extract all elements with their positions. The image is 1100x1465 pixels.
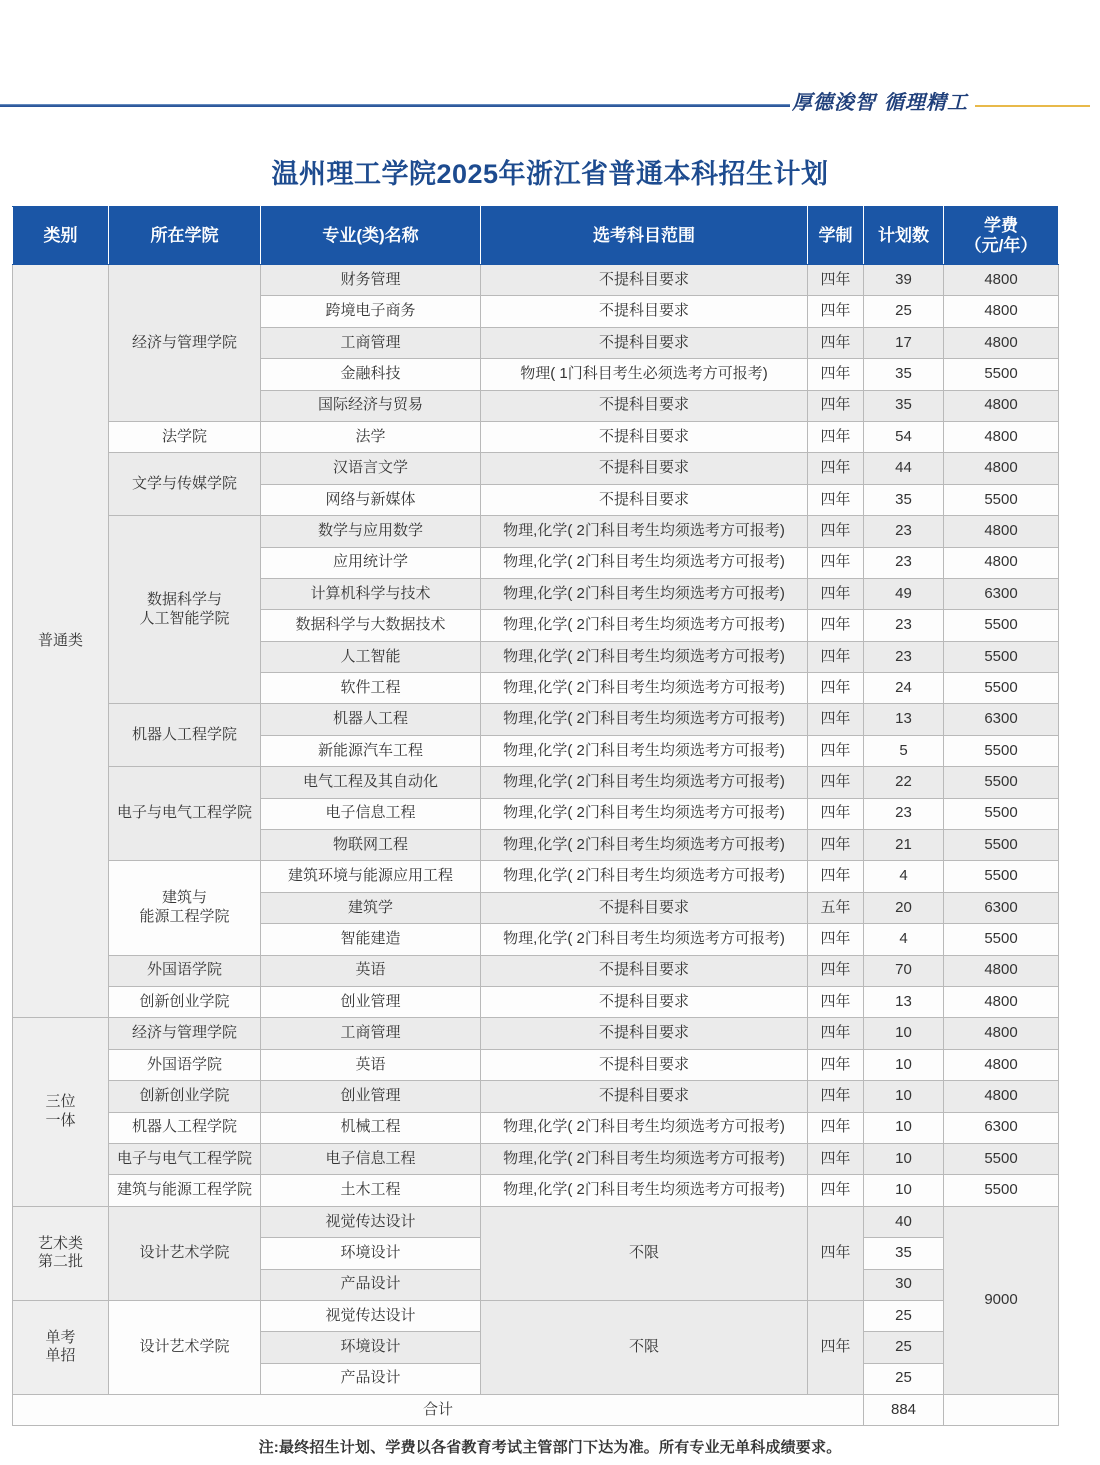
cell-plan: 30 [864, 1269, 944, 1300]
col-header-years: 学制 [808, 207, 864, 265]
cell-years: 四年 [808, 421, 864, 452]
cell-fee: 6300 [944, 578, 1059, 609]
cell-years: 四年 [808, 1206, 864, 1300]
cell-fee: 5500 [944, 610, 1059, 641]
cell-subjects: 不提科目要求 [481, 955, 808, 986]
cell-fee: 5500 [944, 484, 1059, 515]
cell-years: 四年 [808, 955, 864, 986]
cell-plan: 49 [864, 578, 944, 609]
cell-plan: 24 [864, 673, 944, 704]
cell-fee: 5500 [944, 1143, 1059, 1174]
cell-plan: 44 [864, 453, 944, 484]
cell-major: 人工智能 [261, 641, 481, 672]
cell-plan: 10 [864, 1049, 944, 1080]
cell-college: 文学与传媒学院 [109, 453, 261, 516]
cell-major: 财务管理 [261, 265, 481, 296]
cell-college: 法学院 [109, 421, 261, 452]
plan-table-wrap [12, 206, 1058, 1426]
cell-subjects: 不提科目要求 [481, 390, 808, 421]
cell-major: 金融科技 [261, 359, 481, 390]
table-row [13, 1206, 1059, 1237]
cell-plan: 35 [864, 1238, 944, 1269]
cell-years: 四年 [808, 830, 864, 861]
cell-years: 五年 [808, 892, 864, 923]
cell-college: 机器人工程学院 [109, 1112, 261, 1143]
cell-plan: 25 [864, 296, 944, 327]
cell-subjects: 不提科目要求 [481, 265, 808, 296]
page-title: 温州理工学院2025年浙江省普通本科招生计划 [271, 159, 829, 189]
gold-rule [975, 105, 1090, 107]
cell-years: 四年 [808, 296, 864, 327]
cell-major: 视觉传达设计 [261, 1300, 481, 1331]
table-row [13, 986, 1059, 1017]
cell-fee: 4800 [944, 327, 1059, 358]
cell-major: 数学与应用数学 [261, 516, 481, 547]
cell-college: 建筑与 能源工程学院 [109, 861, 261, 955]
cell-fee: 6300 [944, 704, 1059, 735]
cell-years: 四年 [808, 735, 864, 766]
cell-total-fee [944, 1395, 1059, 1426]
cell-college: 外国语学院 [109, 955, 261, 986]
cell-fee: 4800 [944, 296, 1059, 327]
cell-subjects: 不限 [481, 1300, 808, 1394]
cell-plan: 25 [864, 1332, 944, 1363]
cell-plan: 17 [864, 327, 944, 358]
cell-years: 四年 [808, 516, 864, 547]
table-row [13, 704, 1059, 735]
cell-plan: 23 [864, 641, 944, 672]
cell-subjects: 物理( 1门科目考生必须选考方可报考) [481, 359, 808, 390]
col-header-fee-line2: （元/年） [964, 235, 1038, 255]
cell-plan: 25 [864, 1363, 944, 1394]
cell-fee: 5500 [944, 735, 1059, 766]
cell-major: 新能源汽车工程 [261, 735, 481, 766]
cell-fee: 5500 [944, 641, 1059, 672]
cell-fee: 4800 [944, 1081, 1059, 1112]
cell-fee: 5500 [944, 1175, 1059, 1206]
cell-fee: 4800 [944, 547, 1059, 578]
cell-subjects: 物理,化学( 2门科目考生均须选考方可报考) [481, 610, 808, 641]
table-row [13, 861, 1059, 892]
cell-subjects: 不限 [481, 1206, 808, 1300]
col-header-fee [944, 207, 1059, 265]
cell-years: 四年 [808, 861, 864, 892]
cell-subjects: 物理,化学( 2门科目考生均须选考方可报考) [481, 704, 808, 735]
cell-college: 建筑与能源工程学院 [109, 1175, 261, 1206]
table-row [13, 1112, 1059, 1143]
cell-plan: 21 [864, 830, 944, 861]
cell-plan: 35 [864, 390, 944, 421]
cell-fee: 9000 [944, 1206, 1059, 1394]
cell-fee: 5500 [944, 359, 1059, 390]
cell-fee: 5500 [944, 673, 1059, 704]
cell-college: 经济与管理学院 [109, 1018, 261, 1049]
cell-college: 设计艺术学院 [109, 1206, 261, 1300]
cell-years: 四年 [808, 578, 864, 609]
cell-subjects: 物理,化学( 2门科目考生均须选考方可报考) [481, 735, 808, 766]
cell-major: 应用统计学 [261, 547, 481, 578]
cell-plan: 54 [864, 421, 944, 452]
cell-major: 创业管理 [261, 986, 481, 1017]
cell-college: 机器人工程学院 [109, 704, 261, 767]
header-decoration [0, 90, 1100, 122]
cell-years: 四年 [808, 484, 864, 515]
col-header-category: 类别 [13, 207, 109, 265]
cell-major: 工商管理 [261, 1018, 481, 1049]
cell-major: 环境设计 [261, 1238, 481, 1269]
table-row [13, 516, 1059, 547]
cell-years: 四年 [808, 767, 864, 798]
cell-years: 四年 [808, 265, 864, 296]
cell-subjects: 物理,化学( 2门科目考生均须选考方可报考) [481, 830, 808, 861]
cell-fee: 4800 [944, 453, 1059, 484]
cell-major: 创业管理 [261, 1081, 481, 1112]
cell-fee: 5500 [944, 767, 1059, 798]
cell-fee: 4800 [944, 516, 1059, 547]
table-row [13, 955, 1059, 986]
cell-plan: 4 [864, 861, 944, 892]
cell-years: 四年 [808, 610, 864, 641]
cell-college: 外国语学院 [109, 1049, 261, 1080]
cell-fee: 5500 [944, 924, 1059, 955]
cell-major: 国际经济与贸易 [261, 390, 481, 421]
cell-years: 四年 [808, 798, 864, 829]
cell-plan: 23 [864, 798, 944, 829]
table-row [13, 1049, 1059, 1080]
cell-major: 软件工程 [261, 673, 481, 704]
cell-plan: 22 [864, 767, 944, 798]
cell-fee: 4800 [944, 986, 1059, 1017]
cell-major: 土木工程 [261, 1175, 481, 1206]
school-motto: 厚德浚智 循理精工 [792, 90, 968, 114]
table-row [13, 767, 1059, 798]
cell-years: 四年 [808, 327, 864, 358]
cell-plan: 40 [864, 1206, 944, 1237]
cell-category: 普通类 [13, 265, 109, 1018]
cell-major: 视觉传达设计 [261, 1206, 481, 1237]
cell-years: 四年 [808, 359, 864, 390]
cell-college: 创新创业学院 [109, 1081, 261, 1112]
admission-plan-table [12, 206, 1059, 1426]
cell-years: 四年 [808, 390, 864, 421]
cell-years: 四年 [808, 1018, 864, 1049]
cell-major: 产品设计 [261, 1269, 481, 1300]
cell-subjects: 物理,化学( 2门科目考生均须选考方可报考) [481, 861, 808, 892]
cell-category: 三位 一体 [13, 1018, 109, 1206]
cell-years: 四年 [808, 1143, 864, 1174]
cell-category: 艺术类 第二批 [13, 1206, 109, 1300]
cell-years: 四年 [808, 1300, 864, 1394]
cell-major: 跨境电子商务 [261, 296, 481, 327]
total-row [13, 1395, 1059, 1426]
table-row [13, 1175, 1059, 1206]
blue-rule [0, 104, 790, 107]
cell-subjects: 不提科目要求 [481, 892, 808, 923]
table-row [13, 1018, 1059, 1049]
cell-subjects: 不提科目要求 [481, 1049, 808, 1080]
cell-subjects: 物理,化学( 2门科目考生均须选考方可报考) [481, 1175, 808, 1206]
cell-major: 产品设计 [261, 1363, 481, 1394]
cell-major: 建筑环境与能源应用工程 [261, 861, 481, 892]
table-row [13, 421, 1059, 452]
table-row [13, 1300, 1059, 1331]
cell-plan: 10 [864, 1081, 944, 1112]
cell-college: 经济与管理学院 [109, 265, 261, 422]
cell-plan: 23 [864, 610, 944, 641]
cell-college: 电子与电气工程学院 [109, 767, 261, 861]
cell-major: 法学 [261, 421, 481, 452]
cell-fee: 4800 [944, 1018, 1059, 1049]
cell-college: 创新创业学院 [109, 986, 261, 1017]
cell-years: 四年 [808, 453, 864, 484]
cell-subjects: 物理,化学( 2门科目考生均须选考方可报考) [481, 547, 808, 578]
cell-subjects: 不提科目要求 [481, 1081, 808, 1112]
col-header-plan: 计划数 [864, 207, 944, 265]
cell-plan: 39 [864, 265, 944, 296]
col-header-college: 所在学院 [109, 207, 261, 265]
cell-major: 物联网工程 [261, 830, 481, 861]
cell-plan: 35 [864, 484, 944, 515]
cell-major: 智能建造 [261, 924, 481, 955]
cell-plan: 70 [864, 955, 944, 986]
table-head [13, 207, 1059, 265]
cell-years: 四年 [808, 641, 864, 672]
cell-plan: 5 [864, 735, 944, 766]
cell-major: 英语 [261, 955, 481, 986]
cell-subjects: 物理,化学( 2门科目考生均须选考方可报考) [481, 578, 808, 609]
col-header-fee-line1: 学费 [984, 216, 1018, 236]
cell-years: 四年 [808, 1112, 864, 1143]
cell-years: 四年 [808, 704, 864, 735]
col-header-subjects: 选考科目范围 [481, 207, 808, 265]
cell-subjects: 不提科目要求 [481, 453, 808, 484]
cell-subjects: 不提科目要求 [481, 421, 808, 452]
cell-major: 计算机科学与技术 [261, 578, 481, 609]
header-row [13, 207, 1059, 265]
cell-fee: 5500 [944, 861, 1059, 892]
cell-major: 环境设计 [261, 1332, 481, 1363]
cell-college: 电子与电气工程学院 [109, 1143, 261, 1174]
cell-major: 英语 [261, 1049, 481, 1080]
cell-subjects: 物理,化学( 2门科目考生均须选考方可报考) [481, 516, 808, 547]
footnote: 注:最终招生计划、学费以各省教育考试主管部门下达为准。所有专业无单科成绩要求。 [258, 1439, 842, 1456]
table-row [13, 1081, 1059, 1112]
cell-college: 数据科学与 人工智能学院 [109, 516, 261, 704]
cell-fee: 4800 [944, 421, 1059, 452]
cell-years: 四年 [808, 1175, 864, 1206]
cell-plan: 10 [864, 1112, 944, 1143]
cell-years: 四年 [808, 924, 864, 955]
cell-subjects: 物理,化学( 2门科目考生均须选考方可报考) [481, 798, 808, 829]
cell-fee: 5500 [944, 830, 1059, 861]
cell-years: 四年 [808, 986, 864, 1017]
cell-college: 设计艺术学院 [109, 1300, 261, 1394]
table-row [13, 453, 1059, 484]
cell-fee: 4800 [944, 265, 1059, 296]
cell-major: 电子信息工程 [261, 1143, 481, 1174]
cell-category: 单考 单招 [13, 1300, 109, 1394]
col-header-major: 专业(类)名称 [261, 207, 481, 265]
cell-fee: 5500 [944, 798, 1059, 829]
cell-years: 四年 [808, 1081, 864, 1112]
cell-subjects: 不提科目要求 [481, 327, 808, 358]
cell-subjects: 物理,化学( 2门科目考生均须选考方可报考) [481, 924, 808, 955]
table-row [13, 1143, 1059, 1174]
cell-major: 汉语言文学 [261, 453, 481, 484]
cell-fee: 6300 [944, 892, 1059, 923]
cell-subjects: 物理,化学( 2门科目考生均须选考方可报考) [481, 673, 808, 704]
cell-major: 机械工程 [261, 1112, 481, 1143]
cell-total-value: 884 [864, 1395, 944, 1426]
table-body [13, 265, 1059, 1426]
cell-major: 网络与新媒体 [261, 484, 481, 515]
cell-major: 电气工程及其自动化 [261, 767, 481, 798]
cell-major: 电子信息工程 [261, 798, 481, 829]
cell-years: 四年 [808, 547, 864, 578]
cell-subjects: 不提科目要求 [481, 986, 808, 1017]
cell-plan: 4 [864, 924, 944, 955]
cell-fee: 4800 [944, 1049, 1059, 1080]
cell-plan: 10 [864, 1018, 944, 1049]
cell-plan: 23 [864, 516, 944, 547]
cell-plan: 13 [864, 704, 944, 735]
cell-plan: 10 [864, 1175, 944, 1206]
cell-plan: 20 [864, 892, 944, 923]
cell-major: 工商管理 [261, 327, 481, 358]
cell-subjects: 物理,化学( 2门科目考生均须选考方可报考) [481, 1143, 808, 1174]
cell-subjects: 物理,化学( 2门科目考生均须选考方可报考) [481, 1112, 808, 1143]
cell-plan: 23 [864, 547, 944, 578]
cell-years: 四年 [808, 673, 864, 704]
cell-subjects: 不提科目要求 [481, 484, 808, 515]
cell-fee: 4800 [944, 955, 1059, 986]
cell-subjects: 不提科目要求 [481, 296, 808, 327]
cell-major: 建筑学 [261, 892, 481, 923]
cell-major: 机器人工程 [261, 704, 481, 735]
cell-plan: 25 [864, 1300, 944, 1331]
cell-plan: 35 [864, 359, 944, 390]
cell-plan: 13 [864, 986, 944, 1017]
cell-subjects: 物理,化学( 2门科目考生均须选考方可报考) [481, 641, 808, 672]
cell-subjects: 物理,化学( 2门科目考生均须选考方可报考) [481, 767, 808, 798]
cell-major: 数据科学与大数据技术 [261, 610, 481, 641]
cell-subjects: 不提科目要求 [481, 1018, 808, 1049]
table-row [13, 265, 1059, 296]
cell-fee: 6300 [944, 1112, 1059, 1143]
cell-plan: 10 [864, 1143, 944, 1174]
cell-years: 四年 [808, 1049, 864, 1080]
cell-total-label: 合计 [13, 1395, 864, 1426]
cell-fee: 4800 [944, 390, 1059, 421]
